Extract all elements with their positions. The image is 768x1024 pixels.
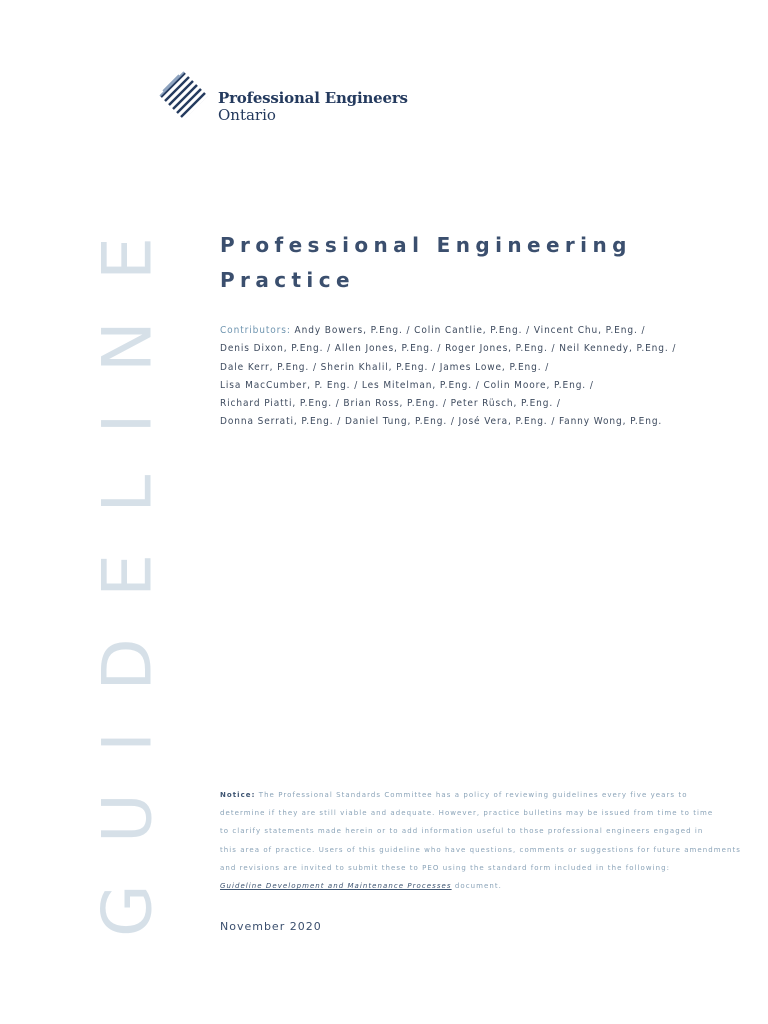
notice-text: The Professional Standards Committee has a policy of reviewing guidelines every five years to [258,791,688,799]
logo-line-2: Ontario [218,106,276,124]
notice-link-suffix: document. [454,882,502,891]
contributors-line: Richard Piatti, P.Eng. / Brian Ross, P.Eng. / Peter Rüsch, P.Eng. / [220,398,561,410]
peo-striped-square-icon [158,70,210,122]
notice-block [220,786,741,895]
notice-line: this area of practice. Users of this guideline who have questions, comments or suggestions for future amendments [220,845,741,854]
notice-line: to clarify statements made herein or to add information useful to those professional engineers engaged in [220,827,704,836]
guideline-side-word [88,232,168,942]
notice-line [220,877,690,895]
contributors-line: Donna Serrati, P.Eng. / Daniel Tung, P.Eng. / José Vera, P.Eng. / Fanny Wong, P.Eng. [220,416,663,428]
guideline-text: GUIDELINE [88,237,168,937]
logo-wordmark [218,90,408,124]
guideline-processes-link[interactable]: Guideline Development and Maintenance Processes [220,882,452,891]
title-line-2: Practice [220,268,355,292]
contributors-label: Contributors: [220,325,291,336]
notice-line: determine if they are still viable and adequate. However, practice bulletins may be issued from time to time [220,809,714,818]
contributors-line: Dale Kerr, P.Eng. / Sherin Khalil, P.Eng. / James Lowe, P.Eng. / [220,361,550,373]
notice-label: Notice: [220,791,256,799]
contributors-block [220,322,720,432]
page-title [220,228,700,298]
logo-line-1: Professional Engineers [218,89,408,107]
peo-logo [158,70,408,124]
guideline-vertical-text [88,232,168,942]
contributors-text: Andy Bowers, P.Eng. / Colin Cantlie, P.Eng. / Vincent Chu, P.Eng. / [294,325,646,336]
notice-line: and revisions are invited to submit these to PEO using the standard form included in the following: [220,863,671,872]
publication-date: November 2020 [220,920,322,933]
title-line-1: Professional Engineering [220,233,632,257]
contributors-line [220,322,720,340]
contributors-line: Denis Dixon, P.Eng. / Allen Jones, P.Eng. / Roger Jones, P.Eng. / Neil Kennedy, P.Eng. / [220,343,677,355]
contributors-line: Lisa MacCumber, P. Eng. / Les Mitelman, P.Eng. / Colin Moore, P.Eng. / [220,379,594,391]
notice-line [220,786,690,804]
